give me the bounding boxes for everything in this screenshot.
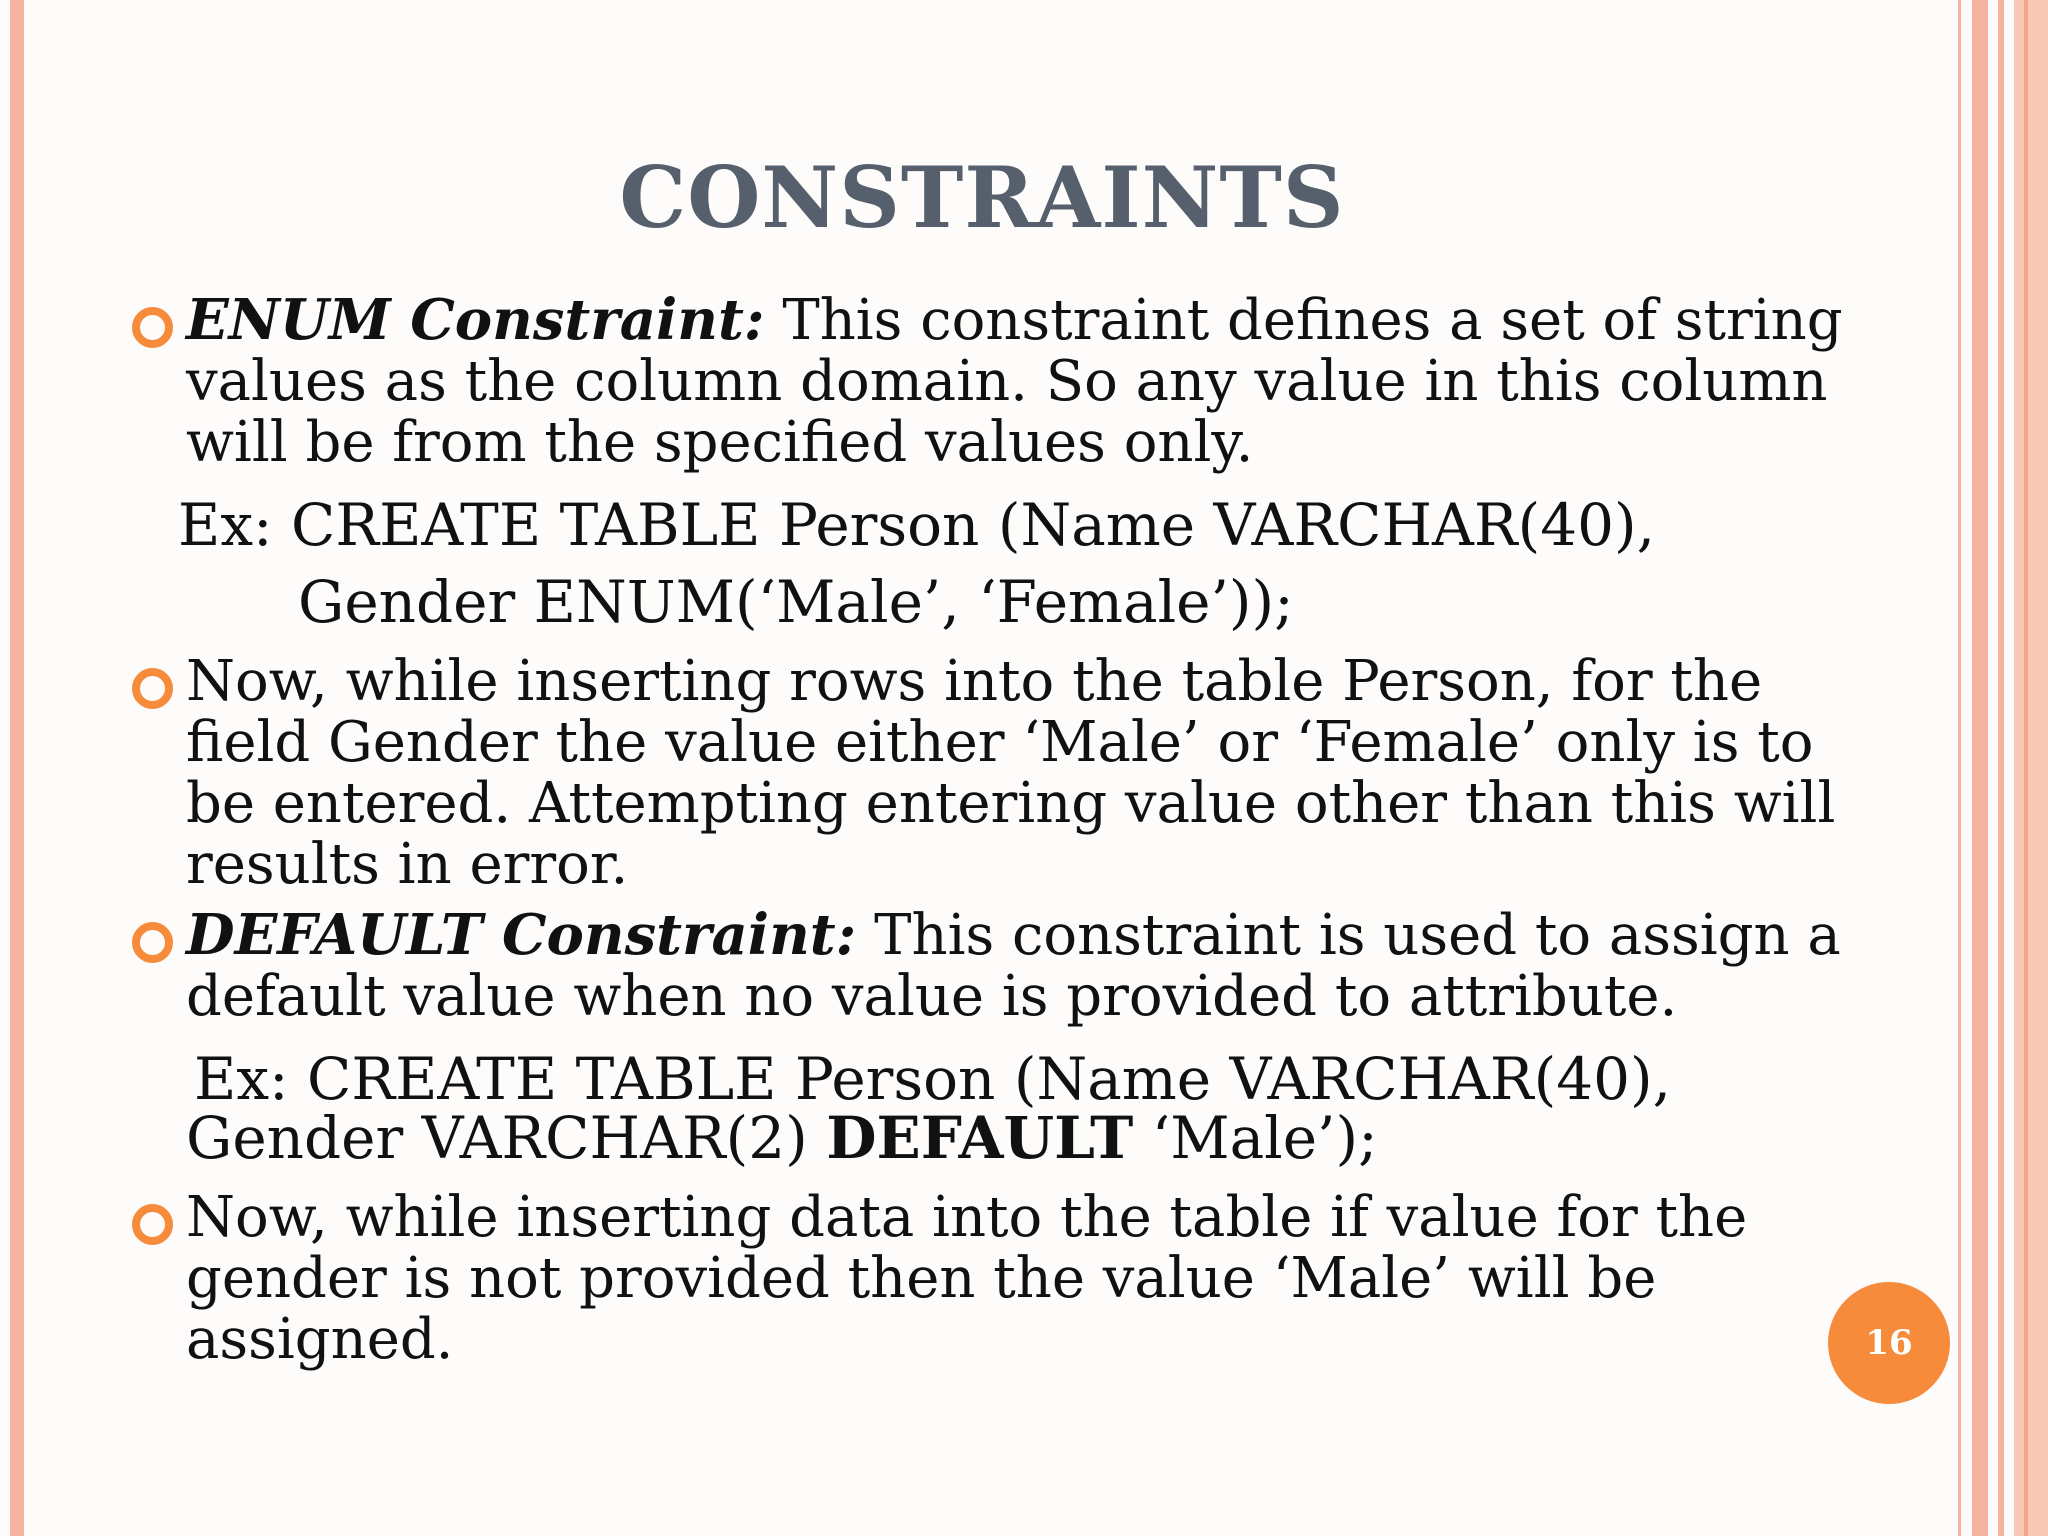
default-description: This constraint is used to assign a default value when no value is provided to attribute. bbox=[186, 903, 1841, 1029]
ring-bullet-icon bbox=[132, 922, 173, 963]
bullet-enum-insert-note bbox=[128, 651, 1868, 895]
slide-body bbox=[128, 287, 1868, 1372]
slide-title: CONSTRAINTS bbox=[619, 148, 1345, 247]
bullet-default-insert-note bbox=[128, 1187, 1868, 1370]
bullet-enum-constraint bbox=[128, 287, 1868, 475]
page-number-badge: 16 bbox=[1828, 1282, 1950, 1404]
ring-bullet-icon bbox=[132, 307, 173, 348]
enum-description: This constraint defines a set of string values as the column domain. So any value in this column will be from the specified values only. bbox=[186, 288, 1843, 475]
default-term: DEFAULT Constraint: bbox=[186, 902, 857, 968]
enum-example-line-2: Gender ENUM(‘Male’, ‘Female’)); bbox=[298, 568, 1294, 636]
ring-bullet-icon bbox=[132, 668, 173, 709]
enum-insert-note-text: Now, while inserting rows into the table Person, for the field Gender the value either ‘Male’ or ‘Female’ only is to be entered. Attempting entering value other than this will results in error. bbox=[186, 649, 1836, 897]
default-example-line-1: Ex: CREATE TABLE Person (Name VARCHAR(40), bbox=[194, 1045, 1672, 1113]
right-frame-outer-line bbox=[2024, 0, 2028, 1536]
right-frame-stripe bbox=[1972, 0, 1988, 1536]
ring-bullet-icon bbox=[132, 1204, 173, 1245]
default-insert-note-text: Now, while inserting data into the table if value for the gender is not provided then the value ‘Male’ will be assigned. bbox=[186, 1185, 1748, 1372]
default-keyword: DEFAULT bbox=[826, 1104, 1134, 1172]
enum-term: ENUM Constraint: bbox=[186, 287, 765, 353]
default-example-line-2-start: Gender VARCHAR(2) bbox=[186, 1104, 827, 1172]
enum-example-line-1: Ex: CREATE TABLE Person (Name VARCHAR(40), bbox=[178, 491, 1656, 559]
default-example-line-2-end: ‘Male’); bbox=[1133, 1104, 1378, 1172]
right-frame-outer-band bbox=[2014, 0, 2048, 1536]
right-frame-thin-stripe bbox=[1998, 0, 2004, 1536]
default-example bbox=[186, 1041, 1868, 1177]
bullet-default-constraint bbox=[128, 902, 1868, 1029]
enum-example bbox=[178, 487, 1868, 641]
